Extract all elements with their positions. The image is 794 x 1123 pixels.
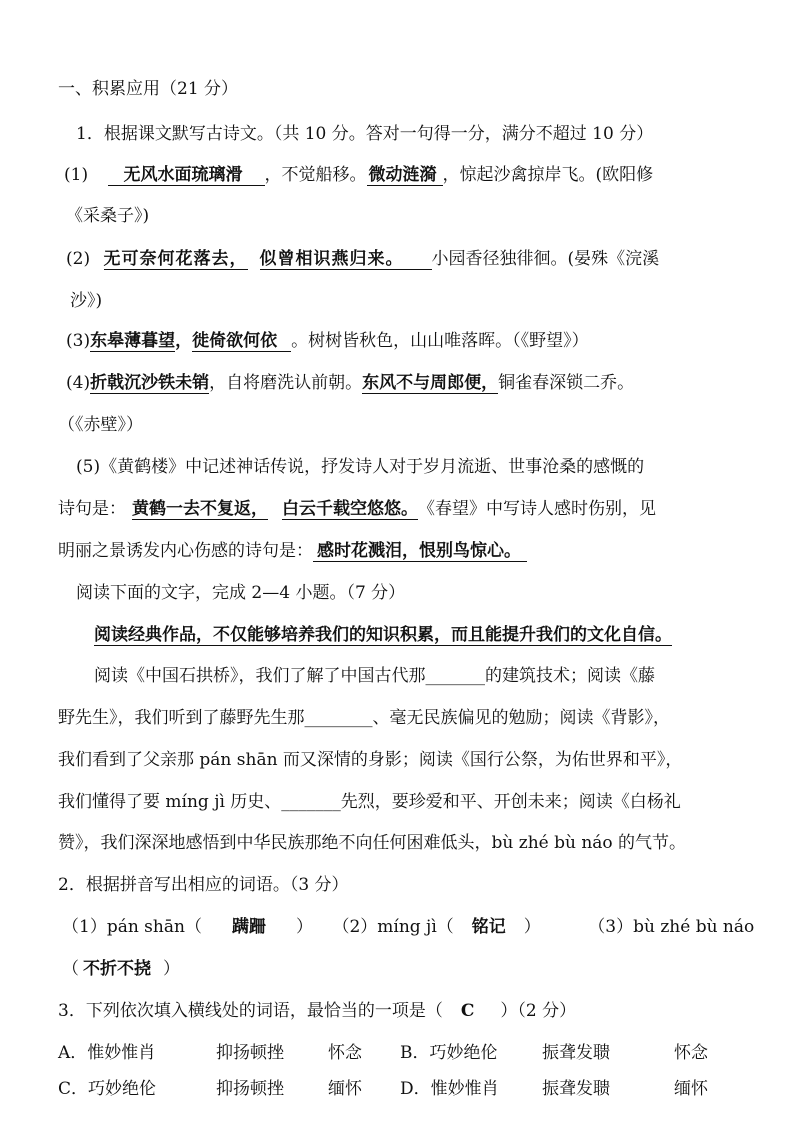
- answer-blank: 徙倚欲何依: [192, 331, 291, 352]
- answer-text: 不折不挠: [83, 959, 151, 979]
- answer-blank: 感时花溅泪，恨别鸟惊心。: [313, 541, 527, 562]
- answer-blank: 东皋薄暮望: [90, 331, 176, 351]
- answer-blank: 白云千载空悠悠。: [282, 499, 418, 519]
- answer-blank: 黄鹤一去不复返，: [132, 499, 268, 519]
- poem-item-5-line2: 诗句是： 黄鹤一去不复返， 白云千载空悠悠。《春望》中写诗人感时伤别，见: [58, 499, 656, 519]
- section-title-text: 一、积累应用（21 分）: [58, 79, 239, 99]
- poem-text: 。树树皆秋色，山山唯落晖。（《野望》）: [291, 331, 589, 351]
- answer-blank: 微动涟漪: [367, 165, 443, 186]
- answer-blank: 无可奈何花落去，: [103, 249, 248, 269]
- item-number: (3): [66, 331, 91, 351]
- question-2-answers: （1）pán shān（ 蹒跚 ） （2）míng jì（ 铭记 ） （3）bù zhé bù náo: [62, 917, 755, 937]
- question-2-answer-3: （ 不折不挠 ）: [62, 959, 180, 979]
- question-1-stem: [76, 123, 653, 145]
- poem-source: 沙》): [70, 291, 103, 311]
- poem-source: （《赤壁》）: [58, 415, 143, 435]
- reading-line: 赞》，我们深深地感悟到中华民族那绝不向任何困难低头，bù zhé bù náo 的气节。: [58, 833, 687, 853]
- reading-intro: 阅读下面的文字，完成 2—4 小题。（7 分）: [76, 583, 406, 603]
- answer-blank: 东风不与周郎便，: [362, 373, 499, 393]
- poem-item-4: [66, 372, 634, 394]
- answer-blank: 折戟沉沙铁未销: [90, 373, 210, 393]
- item-number: (4): [66, 373, 91, 393]
- poem-source: 《采桑子》): [66, 206, 150, 226]
- reading-title: 阅读经典作品，不仅能够培养我们的知识积累，而且能提升我们的文化自信。: [94, 625, 672, 645]
- poem-item-1: [64, 164, 653, 186]
- reading-line: 我们懂得了要 míng jì 历史、_______先烈，要珍爱和平、开创未来；阅读《白杨礼: [58, 792, 681, 812]
- answer-choice: C: [460, 1001, 475, 1021]
- answer-text: 铭记: [471, 917, 506, 937]
- poem-item-5-line1: (5)《黄鹤楼》中记述神话传说，抒发诗人对于岁月流逝、世事沧桑的感慨的: [76, 457, 645, 477]
- reading-line: 野先生》，我们听到了藤野先生那________、毫无民族偏见的勉励；阅读《背影》，: [58, 708, 670, 728]
- poem-text: 铜雀春深锁二乔。: [498, 373, 635, 393]
- answer-text: 蹒跚: [231, 917, 266, 937]
- item-number: (1): [64, 165, 89, 185]
- item-number: (2): [66, 249, 91, 269]
- q1-stem-text: 1．根据课文默写古诗文。（共 10 分。答对一句得一分，满分不超过 10 分）: [76, 124, 654, 144]
- question-3-stem: 3．下列依次填入横线处的词语，最恰当的一项是（ C ）（2 分）: [58, 1001, 577, 1021]
- poem-text: 小园香径独徘徊。(晏殊《浣溪: [431, 249, 660, 269]
- poem-item-2: [66, 248, 659, 270]
- reading-line: 阅读《中国石拱桥》，我们了解了中国古代那_______的建筑技术；阅读《藤: [94, 666, 655, 686]
- question-2-stem: 2．根据拼音写出相应的词语。（3 分）: [58, 875, 349, 895]
- answer-blank: 无风水面琉璃滑: [108, 165, 265, 186]
- poem-text: ，惊起沙禽掠岸飞。(欧阳修: [442, 165, 654, 185]
- poem-text: ，不觉船移。: [264, 165, 367, 185]
- reading-line: 我们看到了父亲那 pán shān 而又深情的身影；阅读《国行公祭，为佑世界和平》，: [58, 750, 683, 770]
- section-title: [58, 78, 238, 100]
- poem-text: ，自将磨洗认前朝。: [209, 373, 363, 393]
- poem-item-3: (3)东皋薄暮望，徙倚欲何依 。树树皆秋色，山山唯落晖。（《野望》）: [66, 331, 589, 351]
- answer-blank: 似曾相识燕归来。: [260, 249, 432, 270]
- poem-item-5-line3: 明丽之景诱发内心伤感的诗句是： 感时花溅泪，恨别鸟惊心。: [58, 540, 527, 562]
